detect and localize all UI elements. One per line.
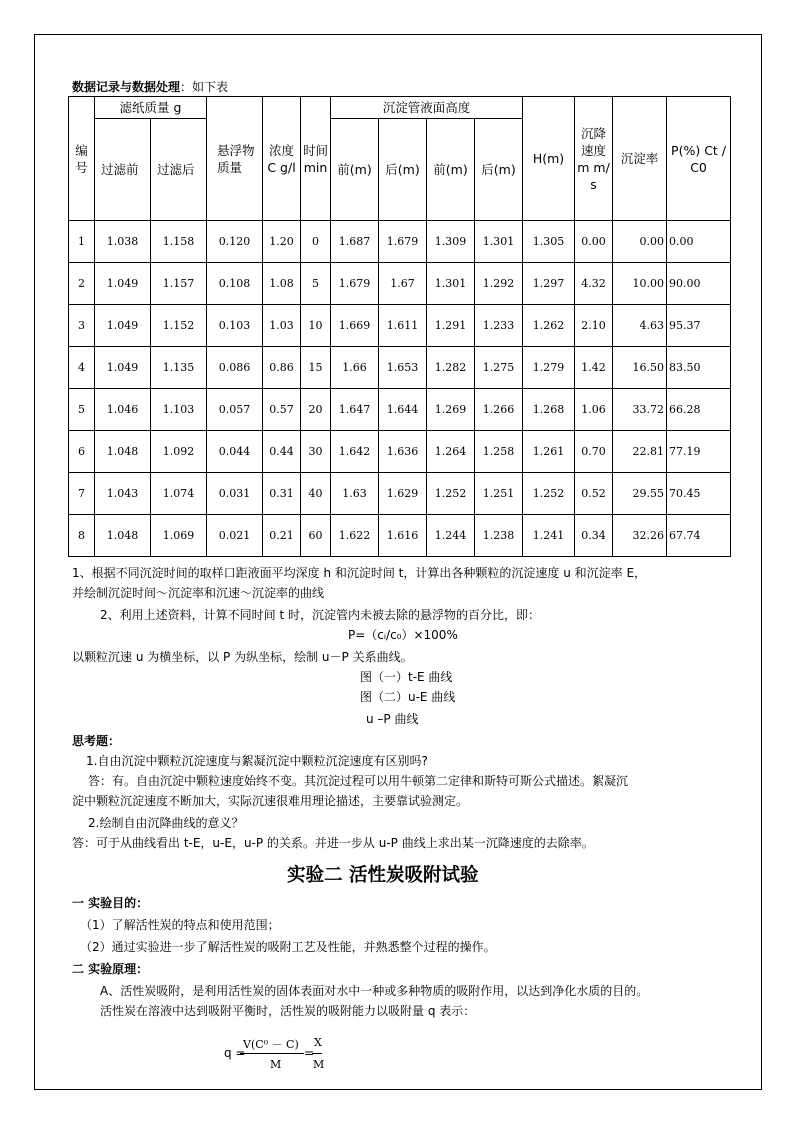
- note-3: 以颗粒沉速 u 为横坐标，以 P 为纵坐标，绘制 u－P 关系曲线。: [72, 650, 413, 664]
- cell-ss-mass: 0.086: [207, 347, 263, 389]
- cell-concentration: 1.03: [263, 305, 301, 347]
- cell-ss-mass: 0.103: [207, 305, 263, 347]
- cell-front-2: 1.282: [427, 347, 475, 389]
- figure-caption-1: 图（一）t-E 曲线: [360, 670, 453, 684]
- cell-p: 77.19: [667, 431, 731, 473]
- cell-speed: 1.06: [575, 389, 613, 431]
- header-back-2: 后(m): [475, 119, 523, 221]
- cell-rate: 4.63: [613, 305, 667, 347]
- cell-speed: 0.70: [575, 431, 613, 473]
- cell-ss-mass: 0.044: [207, 431, 263, 473]
- cell-back-1: 1.644: [379, 389, 427, 431]
- cell-filter-before: 1.048: [95, 431, 151, 473]
- cell-back-2: 1.266: [475, 389, 523, 431]
- cell-front-2: 1.252: [427, 473, 475, 515]
- table-row: [69, 515, 731, 557]
- cell-time: 10: [301, 305, 331, 347]
- equation-equals: =: [304, 1046, 315, 1060]
- cell-speed: 2.10: [575, 305, 613, 347]
- cell-speed: 1.42: [575, 347, 613, 389]
- cell-concentration: 1.08: [263, 263, 301, 305]
- cell-front-2: 1.291: [427, 305, 475, 347]
- header-time: 时间 min: [301, 97, 331, 221]
- note-2: 2、利用上述资料，计算不同时间 t 时，沉淀管内未被去除的悬浮物的百分比，即：: [100, 608, 540, 622]
- formula-p: P=（cᵢ/c₀）×100%: [348, 628, 458, 642]
- cell-filter-after: 1.135: [151, 347, 207, 389]
- question-1: 1.自由沉淀中颗粒沉淀速度与絮凝沉淀中颗粒沉淀速度有区别吗?: [86, 754, 428, 768]
- cell-h: 1.305: [523, 221, 575, 263]
- cell-time: 5: [301, 263, 331, 305]
- cell-time: 30: [301, 431, 331, 473]
- cell-back-1: 1.611: [379, 305, 427, 347]
- table-row: [69, 263, 731, 305]
- cell-rate: 22.81: [613, 431, 667, 473]
- cell-filter-after: 1.074: [151, 473, 207, 515]
- cell-front-1: 1.669: [331, 305, 379, 347]
- cell-front-1: 1.63: [331, 473, 379, 515]
- cell-front-2: 1.309: [427, 221, 475, 263]
- equation-x: X: [314, 1036, 322, 1049]
- aim-1: （1）了解活性炭的特点和使用范围；: [80, 918, 280, 932]
- cell-back-2: 1.233: [475, 305, 523, 347]
- header-back-1: 后(m): [379, 119, 427, 221]
- header-concentration: 浓度C g/l: [263, 97, 301, 221]
- aim-heading: 一 实验目的：: [72, 896, 149, 910]
- cell-front-1: 1.622: [331, 515, 379, 557]
- cell-ss-mass: 0.120: [207, 221, 263, 263]
- note-1b: 并绘制沉淀时间～沉淀率和沉速～沉淀率的曲线: [72, 586, 325, 600]
- cell-concentration: 0.44: [263, 431, 301, 473]
- answer-1b: 淀中颗粒沉淀速度不断加大，实际沉速很难用理论描述，主要靠试验测定。: [72, 794, 469, 808]
- cell-ss-mass: 0.031: [207, 473, 263, 515]
- equation-fraction-bar: [240, 1053, 304, 1054]
- header-ss-mass: 悬浮物质量: [207, 97, 263, 221]
- cell-filter-after: 1.103: [151, 389, 207, 431]
- cell-filter-before: 1.043: [95, 473, 151, 515]
- header-rate: 沉淀率: [613, 97, 667, 221]
- header-filter-before: 过滤前: [95, 119, 151, 221]
- cell-p: 0.00: [667, 221, 731, 263]
- cell-concentration: 0.31: [263, 473, 301, 515]
- cell-filter-after: 1.092: [151, 431, 207, 473]
- cell-index: 2: [69, 263, 95, 305]
- note-1a: 1、根据不同沉淀时间的取样口距液面平均深度 h 和沉淀时间 t，计算出各种颗粒的沉淀速度 u 和沉淀率 E，: [72, 566, 647, 580]
- cell-back-2: 1.292: [475, 263, 523, 305]
- cell-speed: 4.32: [575, 263, 613, 305]
- cell-front-2: 1.264: [427, 431, 475, 473]
- header-filter-group: 滤纸质量 g: [95, 97, 207, 119]
- cell-time: 15: [301, 347, 331, 389]
- answer-2: 答：可于从曲线看出 t-E，u-E，u-P 的关系。并进一步从 u-P 曲线上求出某一沉降速度的去除率。: [72, 836, 594, 850]
- cell-back-1: 1.679: [379, 221, 427, 263]
- cell-front-1: 1.647: [331, 389, 379, 431]
- cell-time: 40: [301, 473, 331, 515]
- cell-index: 4: [69, 347, 95, 389]
- cell-back-1: 1.653: [379, 347, 427, 389]
- cell-h: 1.279: [523, 347, 575, 389]
- cell-rate: 0.00: [613, 221, 667, 263]
- figure-caption-3: u –P 曲线: [366, 712, 419, 726]
- header-front-2: 前(m): [427, 119, 475, 221]
- equation-denominator: M: [270, 1058, 282, 1071]
- cell-ss-mass: 0.108: [207, 263, 263, 305]
- cell-front-1: 1.679: [331, 263, 379, 305]
- cell-front-2: 1.244: [427, 515, 475, 557]
- cell-back-1: 1.616: [379, 515, 427, 557]
- cell-index: 7: [69, 473, 95, 515]
- cell-p: 95.37: [667, 305, 731, 347]
- principle-1: A、活性炭吸附，是利用活性炭的固体表面对水中一种或多种物质的吸附作用，以达到净化水质的目的。: [100, 984, 649, 998]
- cell-h: 1.241: [523, 515, 575, 557]
- cell-front-2: 1.301: [427, 263, 475, 305]
- cell-time: 20: [301, 389, 331, 431]
- cell-concentration: 0.21: [263, 515, 301, 557]
- cell-time: 0: [301, 221, 331, 263]
- cell-p: 83.50: [667, 347, 731, 389]
- header-speed: 沉降速度 m m/s: [575, 97, 613, 221]
- cell-speed: 0.34: [575, 515, 613, 557]
- equation-m: M: [313, 1058, 325, 1071]
- cell-filter-before: 1.046: [95, 389, 151, 431]
- cell-back-1: 1.629: [379, 473, 427, 515]
- cell-filter-after: 1.069: [151, 515, 207, 557]
- cell-speed: 0.52: [575, 473, 613, 515]
- sedimentation-data-table: [68, 96, 731, 557]
- principle-2: 活性炭在溶液中达到吸附平衡时，活性炭的吸附能力以吸附量 q 表示：: [100, 1004, 476, 1018]
- cell-filter-before: 1.049: [95, 263, 151, 305]
- table-row: [69, 431, 731, 473]
- cell-filter-after: 1.152: [151, 305, 207, 347]
- cell-concentration: 0.57: [263, 389, 301, 431]
- cell-rate: 10.00: [613, 263, 667, 305]
- cell-index: 5: [69, 389, 95, 431]
- table-row: [69, 347, 731, 389]
- cell-back-2: 1.275: [475, 347, 523, 389]
- cell-rate: 33.72: [613, 389, 667, 431]
- cell-front-1: 1.642: [331, 431, 379, 473]
- cell-ss-mass: 0.057: [207, 389, 263, 431]
- cell-front-1: 1.687: [331, 221, 379, 263]
- equation-numerator: V(C⁰ － C): [243, 1038, 299, 1051]
- cell-index: 3: [69, 305, 95, 347]
- table-row: [69, 473, 731, 515]
- cell-h: 1.268: [523, 389, 575, 431]
- table-row: [69, 305, 731, 347]
- header-h: H(m): [523, 97, 575, 221]
- cell-back-2: 1.238: [475, 515, 523, 557]
- header-p: P(%) Ct /C0: [667, 97, 731, 221]
- cell-h: 1.262: [523, 305, 575, 347]
- cell-speed: 0.00: [575, 221, 613, 263]
- cell-p: 66.28: [667, 389, 731, 431]
- equation-q-label: q =: [224, 1046, 246, 1060]
- answer-1a: 答：有。自由沉淀中颗粒速度始终不变。其沉淀过程可以用牛顿第二定律和斯特可斯公式描述。絮凝沉: [88, 774, 629, 788]
- cell-filter-before: 1.049: [95, 305, 151, 347]
- section-heading-bold: 数据记录与数据处理: [72, 80, 181, 94]
- cell-concentration: 1.20: [263, 221, 301, 263]
- cell-ss-mass: 0.021: [207, 515, 263, 557]
- cell-rate: 32.26: [613, 515, 667, 557]
- question-2: 2.绘制自由沉降曲线的意义？: [88, 816, 244, 830]
- section-heading-rest: ：如下表: [180, 80, 229, 94]
- cell-index: 8: [69, 515, 95, 557]
- cell-back-2: 1.301: [475, 221, 523, 263]
- header-height-group: 沉淀管液面高度: [331, 97, 523, 119]
- cell-filter-before: 1.048: [95, 515, 151, 557]
- cell-index: 1: [69, 221, 95, 263]
- cell-filter-before: 1.038: [95, 221, 151, 263]
- experiment-2-title: 实验二 活性炭吸附试验: [287, 865, 479, 886]
- questions-heading: 思考题：: [72, 734, 121, 748]
- table-row: [69, 221, 731, 263]
- cell-back-2: 1.251: [475, 473, 523, 515]
- cell-back-1: 1.67: [379, 263, 427, 305]
- cell-p: 90.00: [667, 263, 731, 305]
- cell-p: 67.74: [667, 515, 731, 557]
- cell-p: 70.45: [667, 473, 731, 515]
- cell-back-2: 1.258: [475, 431, 523, 473]
- cell-filter-after: 1.158: [151, 221, 207, 263]
- cell-h: 1.297: [523, 263, 575, 305]
- cell-rate: 29.55: [613, 473, 667, 515]
- cell-index: 6: [69, 431, 95, 473]
- header-front-1: 前(m): [331, 119, 379, 221]
- cell-back-1: 1.636: [379, 431, 427, 473]
- cell-h: 1.252: [523, 473, 575, 515]
- cell-filter-before: 1.049: [95, 347, 151, 389]
- header-filter-after: 过滤后: [151, 119, 207, 221]
- cell-time: 60: [301, 515, 331, 557]
- equation-fraction-bar-2: [312, 1053, 322, 1054]
- section-heading: [72, 78, 228, 95]
- principle-heading: 二 实验原理：: [72, 962, 149, 976]
- figure-caption-2: 图（二）u-E 曲线: [360, 690, 456, 704]
- table-row: [69, 389, 731, 431]
- cell-h: 1.261: [523, 431, 575, 473]
- cell-front-1: 1.66: [331, 347, 379, 389]
- cell-concentration: 0.86: [263, 347, 301, 389]
- cell-rate: 16.50: [613, 347, 667, 389]
- header-index: 编号: [69, 97, 95, 221]
- cell-filter-after: 1.157: [151, 263, 207, 305]
- aim-2: （2）通过实验进一步了解活性炭的吸附工艺及性能，并熟悉整个过程的操作。: [80, 940, 496, 954]
- cell-front-2: 1.269: [427, 389, 475, 431]
